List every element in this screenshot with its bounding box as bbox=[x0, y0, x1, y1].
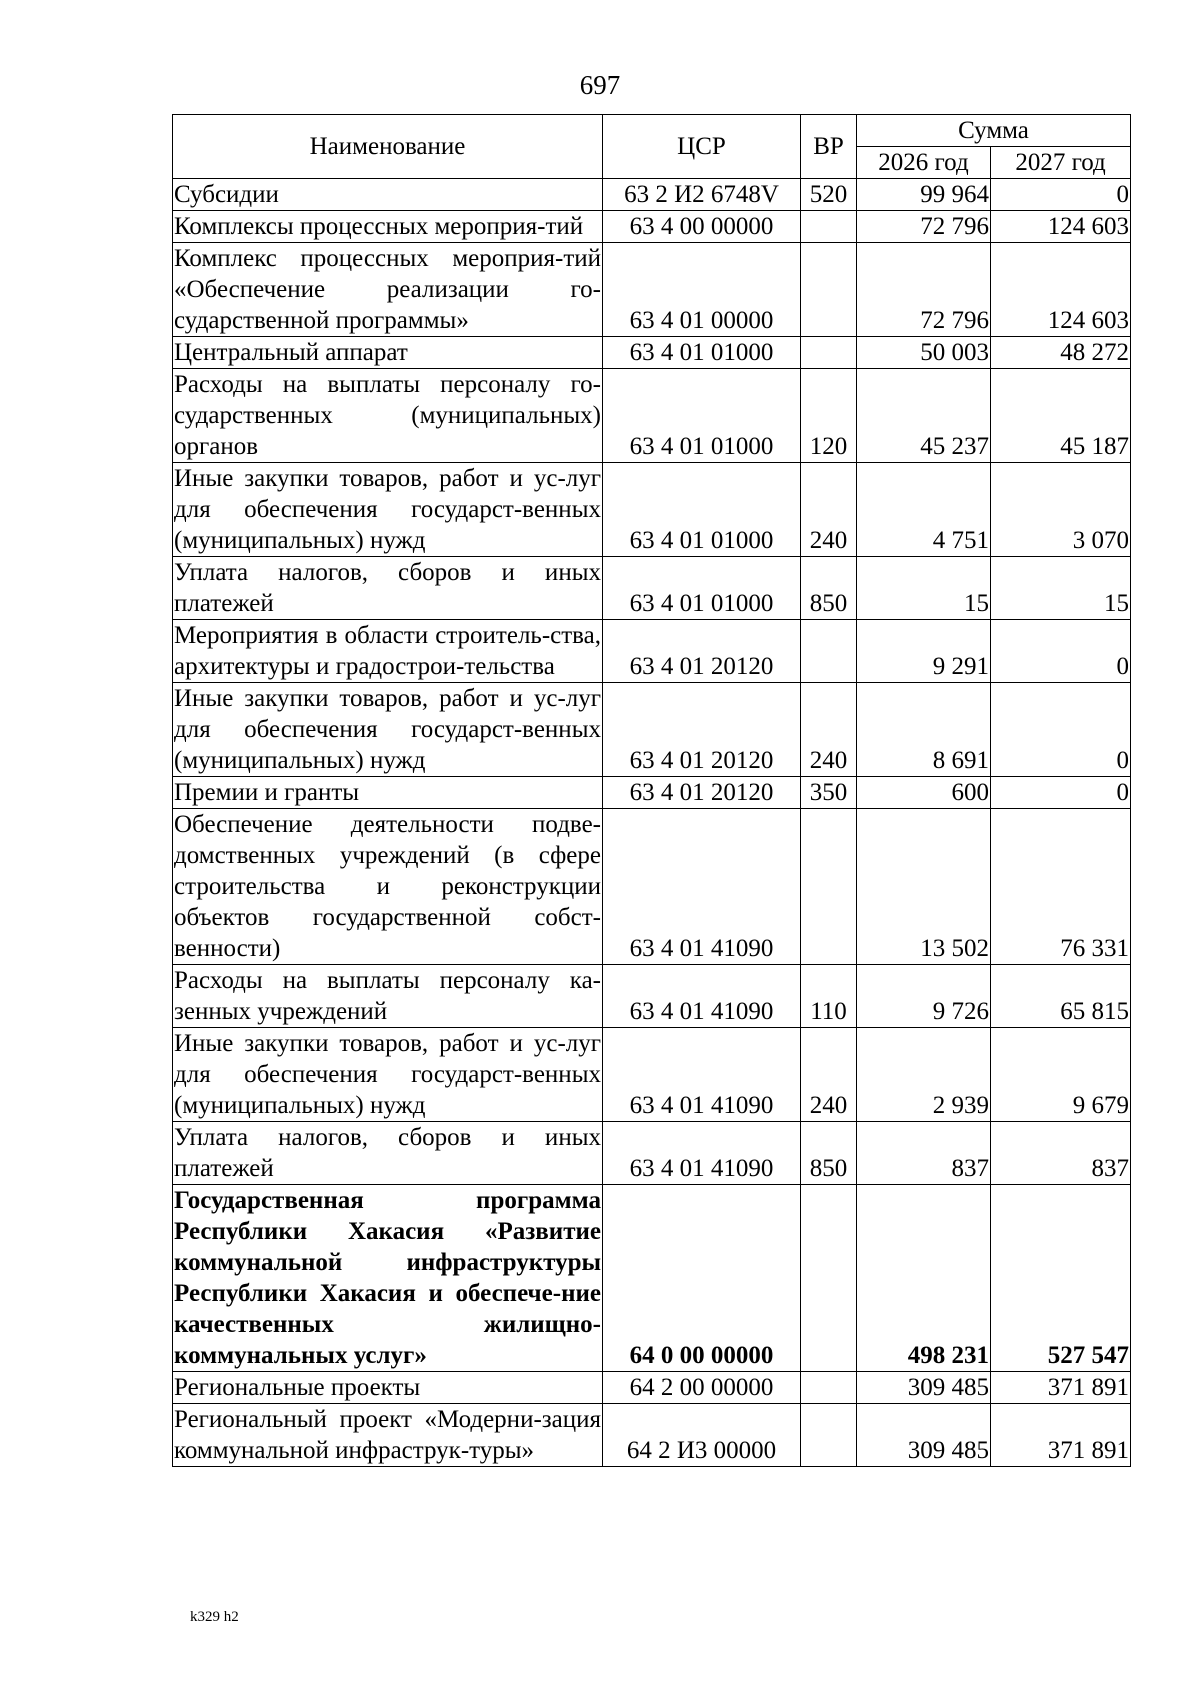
header-name: Наименование bbox=[173, 115, 603, 179]
row-amount-2026: 600 bbox=[857, 777, 991, 809]
table-row bbox=[173, 1372, 1131, 1404]
row-amount-2027: 48 272 bbox=[991, 337, 1131, 369]
table-row bbox=[173, 463, 1131, 557]
table-row bbox=[173, 965, 1131, 1028]
table-row bbox=[173, 179, 1131, 211]
row-vr: 240 bbox=[801, 463, 857, 557]
row-vr: 110 bbox=[801, 965, 857, 1028]
row-vr: 240 bbox=[801, 683, 857, 777]
row-vr bbox=[801, 1404, 857, 1467]
row-csr: 63 4 00 00000 bbox=[603, 211, 801, 243]
table-row bbox=[173, 809, 1131, 965]
table-row bbox=[173, 1028, 1131, 1122]
row-amount-2027: 45 187 bbox=[991, 369, 1131, 463]
row-amount-2026: 15 bbox=[857, 557, 991, 620]
row-amount-2027: 76 331 bbox=[991, 809, 1131, 965]
row-amount-2027: 0 bbox=[991, 683, 1131, 777]
row-vr bbox=[801, 211, 857, 243]
row-vr: 850 bbox=[801, 557, 857, 620]
budget-table bbox=[172, 114, 1131, 1467]
table-row bbox=[173, 620, 1131, 683]
table-row bbox=[173, 777, 1131, 809]
row-amount-2027: 837 bbox=[991, 1122, 1131, 1185]
row-amount-2027: 124 603 bbox=[991, 211, 1131, 243]
header-year-2026: 2026 год bbox=[857, 147, 991, 179]
row-csr: 63 4 01 00000 bbox=[603, 243, 801, 337]
row-amount-2027: 0 bbox=[991, 620, 1131, 683]
table-row bbox=[173, 1404, 1131, 1467]
header-year-2027: 2027 год bbox=[991, 147, 1131, 179]
header-vr: ВР bbox=[801, 115, 857, 179]
row-csr: 63 4 01 01000 bbox=[603, 463, 801, 557]
row-vr bbox=[801, 1185, 857, 1372]
row-amount-2027: 371 891 bbox=[991, 1404, 1131, 1467]
row-amount-2026: 837 bbox=[857, 1122, 991, 1185]
row-amount-2027: 3 070 bbox=[991, 463, 1131, 557]
row-csr: 63 4 01 41090 bbox=[603, 1122, 801, 1185]
row-amount-2027: 371 891 bbox=[991, 1372, 1131, 1404]
row-vr bbox=[801, 1372, 857, 1404]
row-vr: 850 bbox=[801, 1122, 857, 1185]
row-csr: 63 4 01 20120 bbox=[603, 777, 801, 809]
row-vr bbox=[801, 337, 857, 369]
row-name: Уплата налогов, сборов и иных платежей bbox=[173, 557, 603, 620]
table-row bbox=[173, 337, 1131, 369]
table-row bbox=[173, 683, 1131, 777]
row-amount-2026: 9 291 bbox=[857, 620, 991, 683]
row-amount-2026: 99 964 bbox=[857, 179, 991, 211]
table-row bbox=[173, 369, 1131, 463]
row-amount-2027: 0 bbox=[991, 179, 1131, 211]
header-sum: Сумма bbox=[857, 115, 1131, 147]
row-name: Комплексы процессных мероприя-тий bbox=[173, 211, 603, 243]
footer-code: k329 h2 bbox=[190, 1609, 239, 1625]
row-amount-2027: 65 815 bbox=[991, 965, 1131, 1028]
row-amount-2026: 2 939 bbox=[857, 1028, 991, 1122]
row-amount-2026: 498 231 bbox=[857, 1185, 991, 1372]
row-name: Иные закупки товаров, работ и ус-луг для обеспечения государст-венных (муниципальных) нужд bbox=[173, 463, 603, 557]
row-vr: 520 bbox=[801, 179, 857, 211]
row-vr bbox=[801, 243, 857, 337]
row-csr: 63 4 01 20120 bbox=[603, 620, 801, 683]
row-amount-2026: 8 691 bbox=[857, 683, 991, 777]
row-vr bbox=[801, 809, 857, 965]
header-row-top bbox=[173, 115, 1131, 147]
row-name: Мероприятия в области строитель-ства, архитектуры и градострои-тельства bbox=[173, 620, 603, 683]
row-csr: 63 2 И2 6748V bbox=[603, 179, 801, 211]
row-csr: 63 4 01 01000 bbox=[603, 369, 801, 463]
row-csr: 64 0 00 00000 bbox=[603, 1185, 801, 1372]
row-name: Уплата налогов, сборов и иных платежей bbox=[173, 1122, 603, 1185]
row-name: Обеспечение деятельности подве-домственных учреждений (в сфере строительства и реконструкции объектов государственной собст-венности) bbox=[173, 809, 603, 965]
row-name: Расходы на выплаты персоналу го-сударственных (муниципальных) органов bbox=[173, 369, 603, 463]
row-name: Расходы на выплаты персоналу ка-зенных учреждений bbox=[173, 965, 603, 1028]
row-amount-2027: 9 679 bbox=[991, 1028, 1131, 1122]
row-vr: 120 bbox=[801, 369, 857, 463]
row-name: Центральный аппарат bbox=[173, 337, 603, 369]
row-amount-2026: 9 726 bbox=[857, 965, 991, 1028]
row-amount-2026: 13 502 bbox=[857, 809, 991, 965]
row-csr: 63 4 01 20120 bbox=[603, 683, 801, 777]
row-amount-2026: 72 796 bbox=[857, 243, 991, 337]
row-amount-2026: 45 237 bbox=[857, 369, 991, 463]
row-name: Премии и гранты bbox=[173, 777, 603, 809]
row-amount-2027: 124 603 bbox=[991, 243, 1131, 337]
table-row bbox=[173, 1122, 1131, 1185]
row-amount-2026: 50 003 bbox=[857, 337, 991, 369]
row-name: Субсидии bbox=[173, 179, 603, 211]
row-amount-2026: 309 485 bbox=[857, 1372, 991, 1404]
row-csr: 63 4 01 01000 bbox=[603, 557, 801, 620]
row-csr: 63 4 01 41090 bbox=[603, 809, 801, 965]
row-name: Региональный проект «Модерни-зация коммунальной инфраструк-туры» bbox=[173, 1404, 603, 1467]
row-csr: 63 4 01 01000 bbox=[603, 337, 801, 369]
table-row bbox=[173, 557, 1131, 620]
table-row bbox=[173, 1185, 1131, 1372]
row-amount-2027: 15 bbox=[991, 557, 1131, 620]
row-amount-2026: 72 796 bbox=[857, 211, 991, 243]
row-csr: 64 2 И3 00000 bbox=[603, 1404, 801, 1467]
row-name: Государственная программа Республики Хакасия «Развитие коммунальной инфраструктуры Республики Хакасия и обеспече-ние качественных жилищно-коммунальных услуг» bbox=[173, 1185, 603, 1372]
row-amount-2027: 527 547 bbox=[991, 1185, 1131, 1372]
row-name: Иные закупки товаров, работ и ус-луг для обеспечения государст-венных (муниципальных) нужд bbox=[173, 1028, 603, 1122]
row-vr: 350 bbox=[801, 777, 857, 809]
row-csr: 64 2 00 00000 bbox=[603, 1372, 801, 1404]
row-vr bbox=[801, 620, 857, 683]
table-row bbox=[173, 243, 1131, 337]
row-amount-2026: 4 751 bbox=[857, 463, 991, 557]
row-csr: 63 4 01 41090 bbox=[603, 1028, 801, 1122]
row-csr: 63 4 01 41090 bbox=[603, 965, 801, 1028]
header-csr: ЦСР bbox=[603, 115, 801, 179]
page-number: 697 bbox=[579, 70, 621, 100]
row-name: Комплекс процессных мероприя-тий «Обеспечение реализации го-сударственной программы» bbox=[173, 243, 603, 337]
row-amount-2027: 0 bbox=[991, 777, 1131, 809]
table-row bbox=[173, 211, 1131, 243]
row-name: Региональные проекты bbox=[173, 1372, 603, 1404]
row-name: Иные закупки товаров, работ и ус-луг для обеспечения государст-венных (муниципальных) нужд bbox=[173, 683, 603, 777]
row-vr: 240 bbox=[801, 1028, 857, 1122]
row-amount-2026: 309 485 bbox=[857, 1404, 991, 1467]
